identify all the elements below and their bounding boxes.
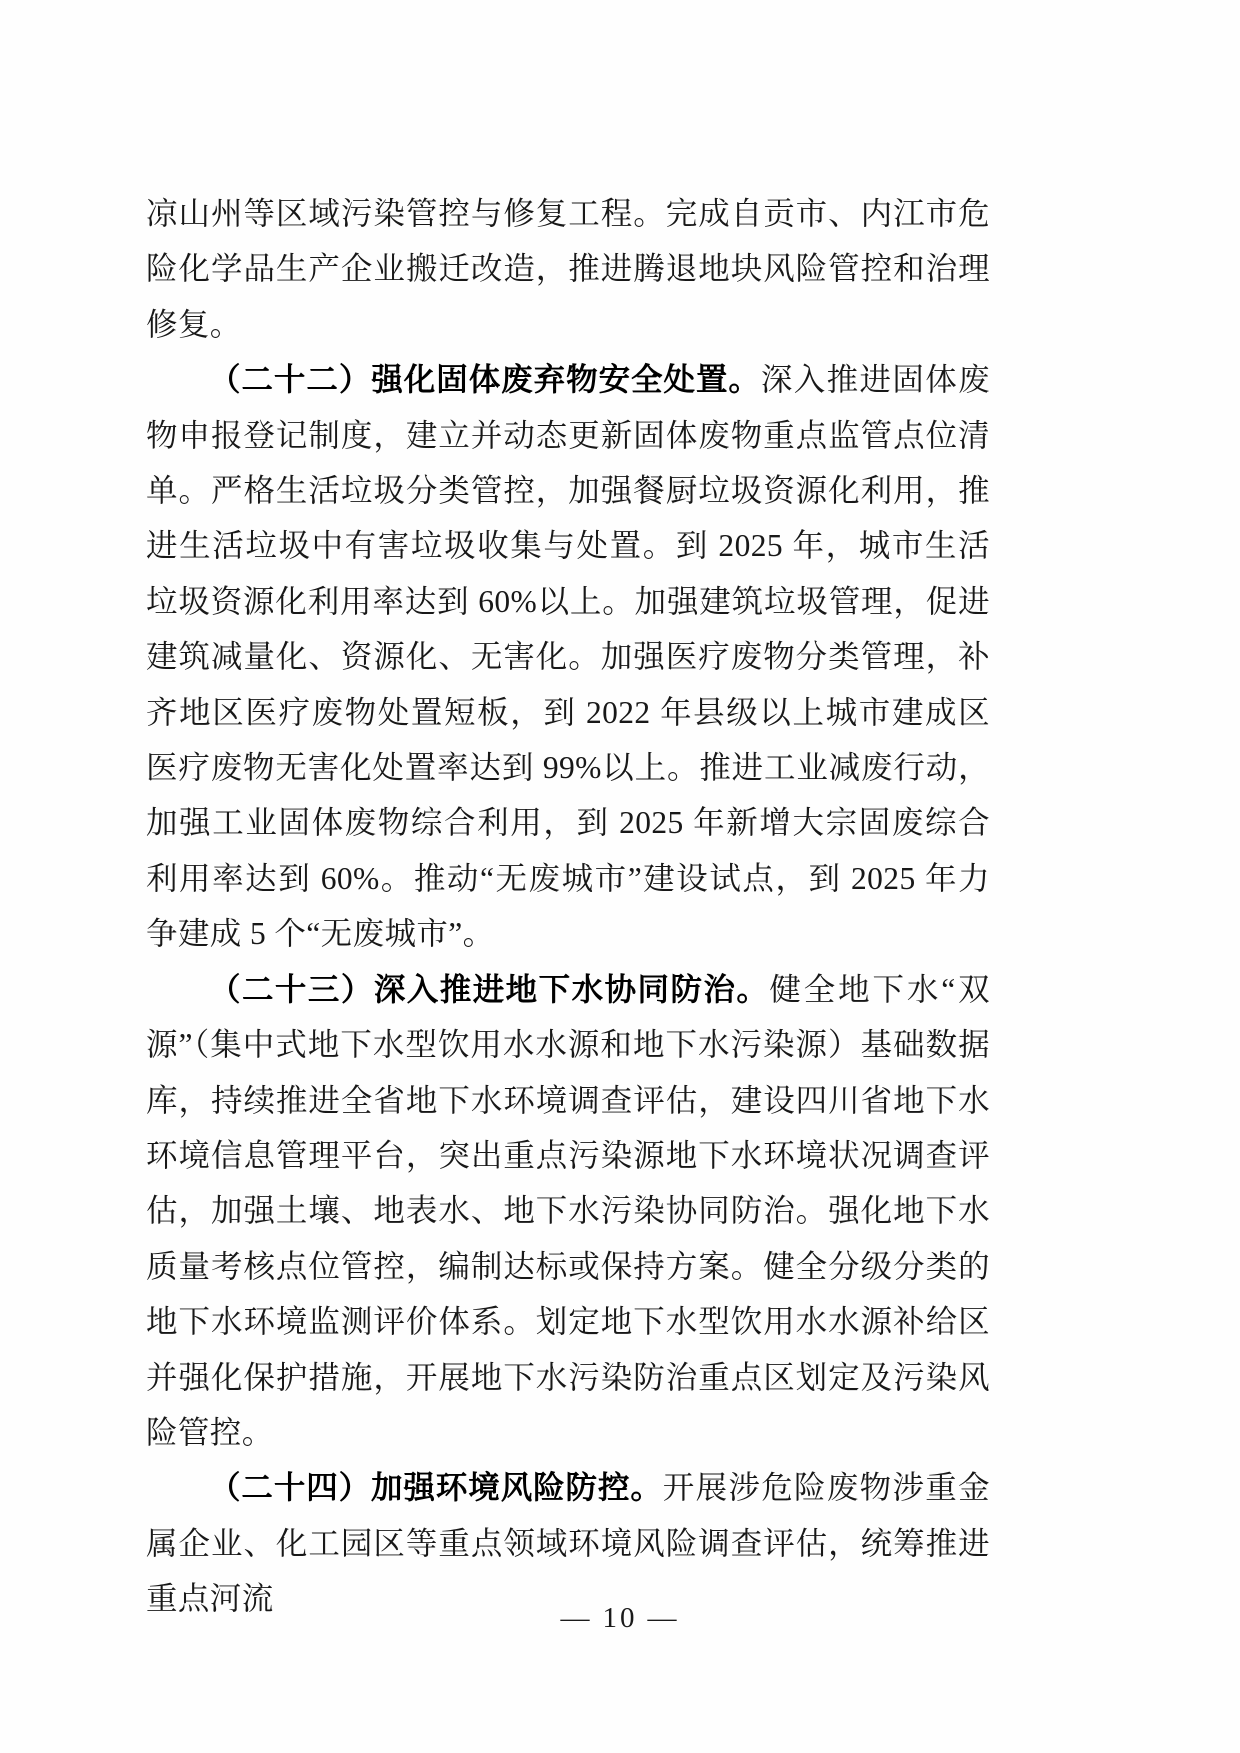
- section-heading-22: （二十二）强化固体废弃物安全处置。: [209, 361, 761, 398]
- footer-dash-right: —: [647, 1602, 680, 1634]
- paragraph-text: 凉山州等区域污染管控与修复工程。完成自贡市、内江市危险化学品生产企业搬迁改造，推进腾退地块风险管控和治理修复。: [146, 196, 990, 342]
- paragraph-continued-21: [146, 186, 990, 352]
- page-number: 10: [602, 1602, 638, 1634]
- paragraph-23: [146, 962, 990, 1461]
- paragraph-text: 深入推进固体废物申报登记制度，建立并动态更新固体废物重点监管点位清单。严格生活垃圾分类管控，加强餐厨垃圾资源化利用，推进生活垃圾中有害垃圾收集与处置。到 2025 年，城市生活垃圾资源化利用率达到 60%以上。加强建筑垃圾管理，促进建筑减量化、资源化、无害化。加强医疗废物分类管理，补齐地区医疗废物处置短板，到 2022 年县级以上城市建成区医疗废物无害化处置率达到 99%以上。推进工业减废行动，加强工业固体废物综合利用，到 2025 年新增大宗固废综合利用率达到 60%。推动“无废城市”建设试点，到 2025 年力争建成 5 个“无废城市”。: [146, 362, 990, 952]
- paragraph-22: [146, 352, 990, 961]
- page-body: [146, 186, 990, 1627]
- paragraph-text: 开展涉危险废物涉重金属企业、化工园区等重点领域环境风险调查评估，统筹推进重点河流: [146, 1470, 990, 1617]
- footer-dash-left: —: [560, 1602, 593, 1634]
- section-heading-23: （二十三）深入推进地下水协同防治。: [209, 970, 770, 1007]
- page-footer: [0, 1602, 1240, 1635]
- paragraph-text: 健全地下水“双源”（集中式地下水型饮用水水源和地下水污染源）基础数据库，持续推进全省地下水环境调查评估，建设四川省地下水环境信息管理平台，突出重点污染源地下水环境状况调查评估，加强土壤、地表水、地下水污染协同防治。强化地下水质量考核点位管控，编制达标或保持方案。健全分级分类的地下水环境监测评价体系。划定地下水型饮用水水源补给区并强化保护措施，开展地下水污染防治重点区划定及污染风险管控。: [146, 971, 990, 1450]
- section-heading-24: （二十四）加强环境风险防控。: [209, 1469, 663, 1506]
